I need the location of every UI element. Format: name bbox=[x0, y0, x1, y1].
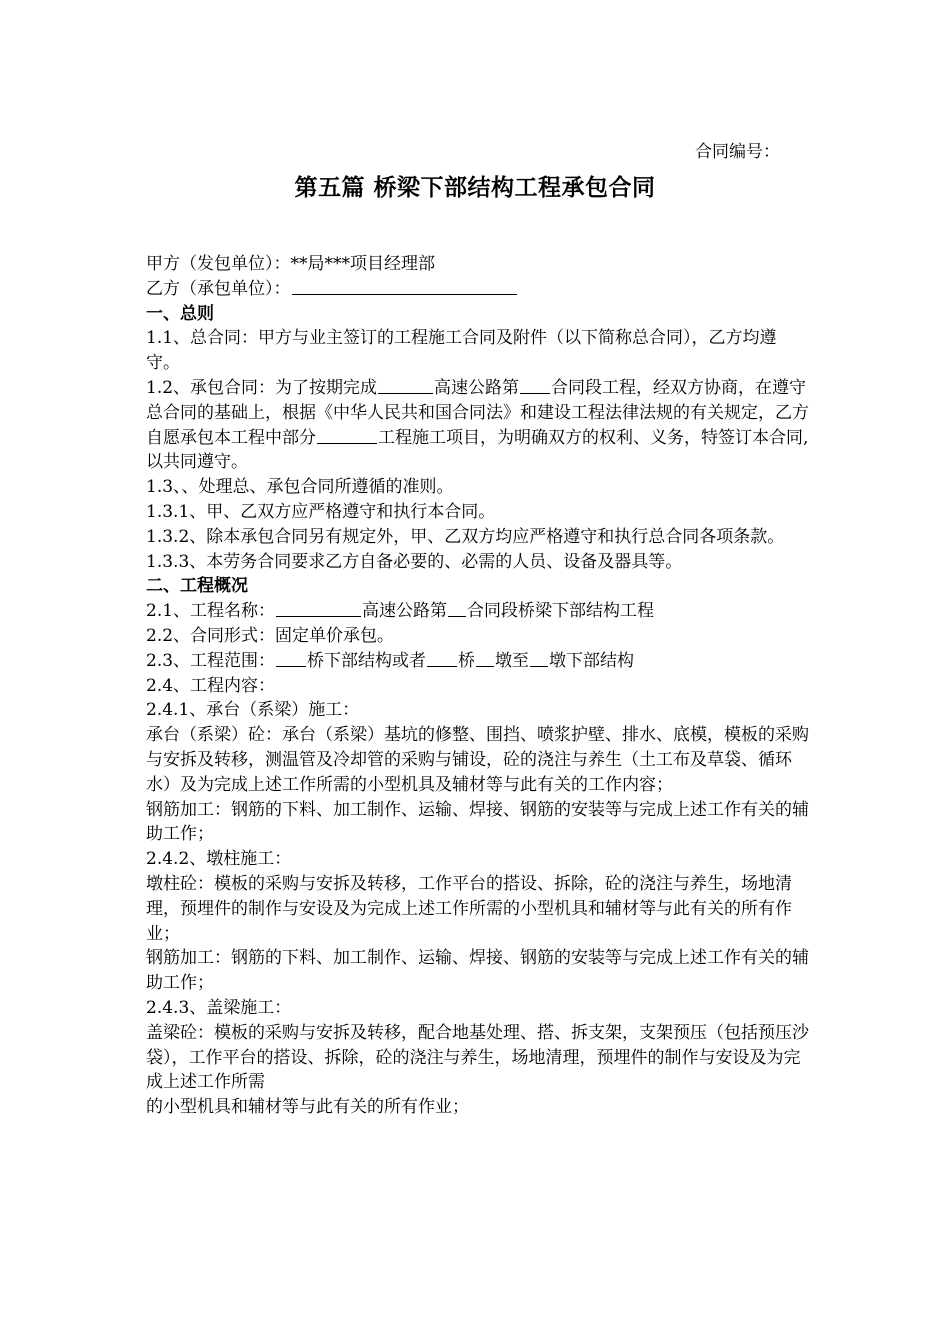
party-b-blank[interactable] bbox=[292, 278, 517, 295]
project-name-blank[interactable] bbox=[276, 600, 361, 617]
pier-start-blank[interactable] bbox=[476, 650, 494, 667]
clause-1-2 bbox=[146, 376, 810, 475]
clause-2-4-1: 2.4.1、承台（系梁）施工： bbox=[146, 700, 360, 721]
party-b-line bbox=[146, 277, 810, 302]
clause-2-3-part-b: 桥下部结构或者 bbox=[307, 650, 427, 671]
bridge-blank-1[interactable] bbox=[276, 650, 306, 667]
clause-1-2-part-a: 1.2、承包合同：为了按期完成 bbox=[146, 377, 378, 398]
pier-end-blank[interactable] bbox=[530, 650, 548, 667]
clause-1-3: 1.3、、处理总、承包合同所遵循的准则。 bbox=[146, 477, 454, 498]
clause-2-3-part-a: 2.3、工程范围： bbox=[146, 650, 276, 671]
document-title: 第五篇 桥梁下部结构工程承包合同 bbox=[294, 175, 656, 201]
clause-2-3-part-e: 墩下部结构 bbox=[549, 650, 635, 671]
clause-2-4-1-rebar: 钢筋加工：钢筋的下料、加工制作、运输、焊接、钢筋的安装等与完成上述工作有关的辅助工作； bbox=[146, 799, 809, 845]
party-b-label: 乙方（承包单位）： bbox=[146, 278, 291, 299]
party-a-label: 甲方（发包单位）： bbox=[146, 254, 291, 274]
contract-section-blank[interactable] bbox=[520, 377, 550, 394]
contract-body bbox=[146, 252, 810, 1120]
section-number-blank[interactable] bbox=[448, 600, 466, 617]
clause-1-2-part-b: 高速公路第 bbox=[434, 377, 520, 398]
clause-1-2-part-d: 工程施工项目，为明确双方的权利、义务，特签订本合同,以共同遵守。 bbox=[146, 427, 809, 473]
clause-2-4-2: 2.4.2、墩柱施工： bbox=[146, 849, 292, 870]
clause-2-2: 2.2、合同形式：固定单价承包。 bbox=[146, 625, 395, 646]
clause-2-1-part-c: 合同段桥梁下部结构工程 bbox=[467, 601, 655, 622]
clause-2-4-1-concrete: 承台（系梁）砼：承台（系梁）基坑的修整、围挡、喷浆护壁、排水、底模，模板的采购与安拆及转移，测温管及冷却管的采购与铺设，砼的浇注与养生（土工布及草袋、循环水）及为完成上述工作所需的小型机具及辅材等与此有关的工作内容； bbox=[146, 725, 809, 795]
bridge-blank-2[interactable] bbox=[427, 650, 457, 667]
clause-1-1: 1.1、总合同：甲方与业主签订的工程施工合同及附件（以下简称总合同），乙方均遵守。 bbox=[146, 328, 777, 374]
clause-2-3-part-d: 墩至 bbox=[495, 650, 530, 671]
clause-1-3-2: 1.3.2、除本承包合同另有规定外，甲、乙双方均应严格遵守和执行总合同各项条款。 bbox=[146, 526, 785, 547]
clause-2-4-3-concrete: 盖梁砼：模板的采购与安拆及转移，配合地基处理、搭、拆支架，支架预压（包括预压沙袋），工作平台的搭设、拆除，砼的浇注与养生，场地清理，预埋件的制作与安设及为完成上述工作所需 bbox=[146, 1022, 809, 1093]
work-item-blank[interactable] bbox=[317, 427, 377, 444]
clause-2-1-part-a: 2.1、工程名称： bbox=[146, 601, 276, 622]
clause-2-4-2-concrete: 墩柱砼：模板的采购与安拆及转移，工作平台的搭设、拆除，砼的浇注与养生，场地清理，预埋件的制作与安设及为完成上述工作所需的小型机具和辅材等与此有关的所有作业； bbox=[146, 873, 792, 944]
clause-2-4-2-rebar: 钢筋加工：钢筋的下料、加工制作、运输、焊接、钢筋的安装等与完成上述工作有关的辅助工作； bbox=[146, 948, 809, 994]
highway-name-blank[interactable] bbox=[378, 377, 433, 394]
clause-1-2-part-c: 合同段工程，经双方协商，在遵守总合同的基础上，根据《中华人民共和国合同法》和建设工程法律法规的有关规定，乙方自愿承包本工程中部分 bbox=[146, 377, 809, 448]
clause-2-4: 2.4、工程内容： bbox=[146, 675, 276, 696]
clause-1-3-3: 1.3.3、本劳务合同要求乙方自备必要的、必需的人员、设备及器具等。 bbox=[146, 551, 683, 572]
clause-2-3 bbox=[146, 649, 810, 674]
clause-2-3-part-c: 桥 bbox=[458, 650, 476, 671]
clause-1-3-1: 1.3.1、甲、乙双方应严格遵守和执行本合同。 bbox=[146, 501, 496, 522]
clause-2-1-part-b: 高速公路第 bbox=[362, 601, 448, 622]
contract-number-label: 合同编号： bbox=[695, 142, 780, 162]
section-heading-overview: 二、工程概况 bbox=[146, 576, 248, 597]
clause-2-4-3: 2.4.3、盖梁施工： bbox=[146, 997, 292, 1018]
party-a-value: **局***项目经理部 bbox=[290, 254, 435, 274]
clause-2-1 bbox=[146, 599, 810, 624]
section-heading-general: 一、总则 bbox=[146, 303, 214, 324]
clause-2-4-3-concrete-cont: 的小型机具和辅材等与此有关的所有作业； bbox=[146, 1097, 469, 1118]
party-a-line bbox=[146, 252, 810, 277]
